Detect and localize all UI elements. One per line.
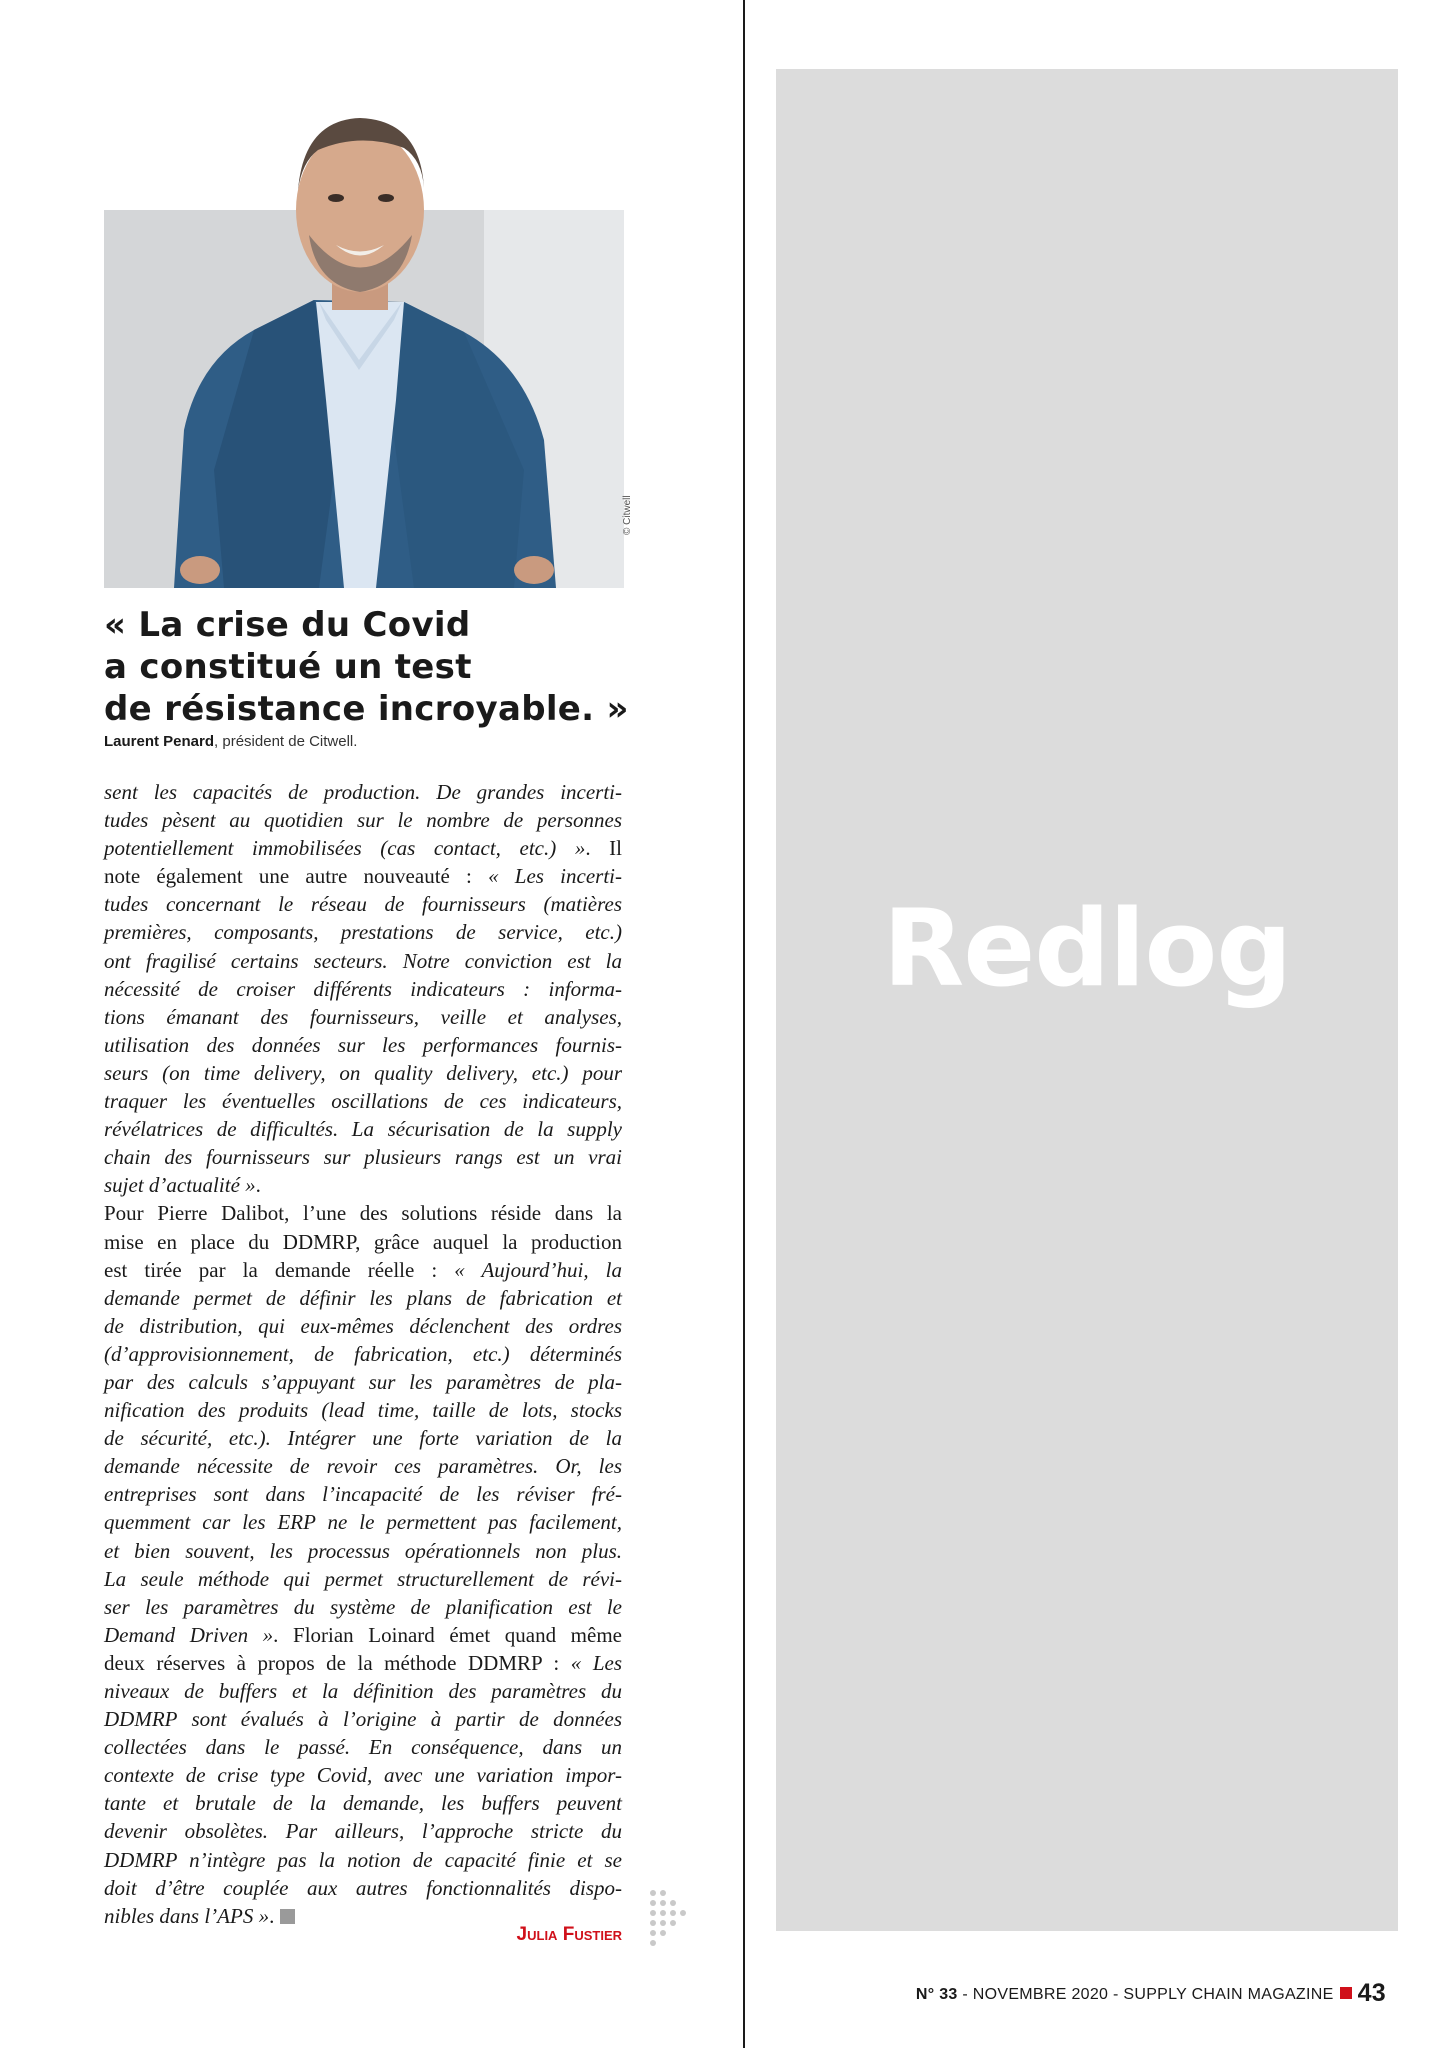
article-line: devenir obsolètes. Par ailleurs, l’approche stricte du xyxy=(104,1819,622,1844)
issue-text: - NOVEMBRE 2020 - SUPPLY CHAIN MAGAZINE xyxy=(957,1986,1334,2003)
article-line: de sécurité, etc.). Intégrer une forte variation de la xyxy=(104,1426,622,1451)
article-line: nibles dans l’APS ». xyxy=(104,1902,622,1930)
article-line: ser les paramètres du système de planification est le xyxy=(104,1594,622,1619)
article-line: chain des fournisseurs sur plusieurs rangs est un vrai xyxy=(104,1145,622,1170)
page-footer xyxy=(916,1979,1386,2008)
article-line: traquer les éventuelles oscillations de ces indicateurs, xyxy=(104,1089,622,1114)
article-line: ont fragilisé certains secteurs. Notre conviction est la xyxy=(104,948,622,973)
article-line: est tirée par la demande réelle : « Aujourd’hui, la xyxy=(104,1257,623,1282)
article-line: de distribution, qui eux-mêmes déclenchent des ordres xyxy=(104,1313,622,1338)
pull-quote-headline xyxy=(104,604,664,730)
article-line: (d’approvisionnement, de fabrication, etc.) déterminés xyxy=(104,1341,622,1366)
article-line: tante et brutale de la demande, les buffers peuvent xyxy=(104,1791,622,1816)
article-line: par des calculs s’appuyant sur les paramètres de pla- xyxy=(104,1369,622,1394)
article-line: sent les capacités de production. De grandes incerti- xyxy=(104,780,622,804)
article-line: Pour Pierre Dalibot, l’une des solutions réside dans la xyxy=(104,1201,622,1226)
article-line: potentiellement immobilisées (cas contact, etc.) ». Il xyxy=(104,836,622,861)
author-signature: Julia Fustier xyxy=(516,1924,622,1945)
headline-line: de résistance incroyable. » xyxy=(104,689,629,729)
article-line: deux réserves à propos de la méthode DDMRP : « Les xyxy=(104,1650,622,1675)
column-divider xyxy=(743,0,745,2048)
article-line: premières, composants, prestations de service, etc.) xyxy=(104,920,622,945)
article-line: et bien souvent, les processus opérationnels non plus. xyxy=(104,1538,622,1563)
quote-attribution xyxy=(104,733,357,750)
article-line: demande nécessite de revoir ces paramètres. Or, les xyxy=(104,1454,622,1479)
article-line: tudes pèsent au quotidien sur le nombre de personnes xyxy=(104,808,622,833)
article-line: utilisation des données sur les performances fournis- xyxy=(104,1032,622,1057)
article-line: Demand Driven ». Florian Loinard émet quand même xyxy=(104,1622,622,1647)
article-line: sujet d’actualité ». xyxy=(104,1173,261,1198)
article-line: note également une autre nouveauté : « Les incerti- xyxy=(104,864,622,889)
article-line: DDMRP n’intègre pas la notion de capacité finie et se xyxy=(104,1847,622,1872)
article-line: entreprises sont dans l’incapacité de les réviser fré- xyxy=(104,1482,622,1507)
headline-line: a constitué un test xyxy=(104,647,472,687)
photo-credit: © Citwell xyxy=(622,495,633,535)
red-square-icon xyxy=(1340,1987,1352,1999)
page-number: 43 xyxy=(1357,1979,1386,2007)
advertisement-panel xyxy=(776,69,1398,1931)
attribution-name: Laurent Penard xyxy=(104,733,215,750)
article-line: mise en place du DDMRP, grâce auquel la production xyxy=(104,1229,622,1254)
article-line: quemment car les ERP ne le permettent pas facilement, xyxy=(104,1510,622,1535)
article-line: demande permet de définir les plans de fabrication et xyxy=(104,1285,622,1310)
article-body xyxy=(104,778,622,1930)
article-line: tudes concernant le réseau de fournisseurs (matières xyxy=(104,892,622,917)
article-line: nification des produits (lead time, taille de lots, stocks xyxy=(104,1398,622,1423)
article-line: tions émanant des fournisseurs, veille et analyses, xyxy=(104,1004,622,1029)
article-line: nécessité de croiser différents indicateurs : informa- xyxy=(104,976,622,1001)
portrait-photo xyxy=(104,70,624,588)
article-line: DDMRP sont évalués à l’origine à partir de données xyxy=(104,1707,622,1732)
decorative-dots xyxy=(650,1890,686,1950)
article-line: seurs (on time delivery, on quality delivery, etc.) pour xyxy=(104,1060,622,1085)
article-line: niveaux de buffers et la définition des paramètres du xyxy=(104,1679,622,1703)
attribution-role: , président de Citwell. xyxy=(214,733,358,750)
issue-number: N° 33 xyxy=(915,1986,958,2003)
article-line: collectées dans le passé. En conséquence, dans un xyxy=(104,1735,622,1760)
headline-line: « La crise du Covid xyxy=(104,605,471,645)
article-line: La seule méthode qui permet structurellement de révi- xyxy=(104,1566,622,1591)
end-square-icon xyxy=(280,1909,295,1924)
advertiser-brand: Redlog xyxy=(882,887,1292,1010)
article-line: doit d’être couplée aux autres fonctionnalités dispo- xyxy=(104,1875,622,1900)
article-line: contexte de crise type Covid, avec une variation impor- xyxy=(104,1763,622,1788)
article-line: révélatrices de difficultés. La sécurisation de la supply xyxy=(104,1117,622,1142)
